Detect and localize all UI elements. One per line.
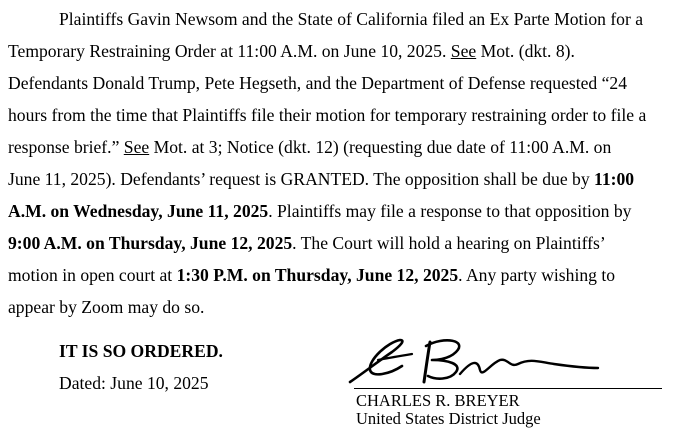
order-paragraph-line-1 — [59, 8, 643, 30]
dated-line: Dated: June 10, 2025 — [59, 373, 209, 393]
see-signal: See — [123, 137, 150, 157]
deadline-opposition-date: A.M. on Wednesday, June 11, 2025 — [8, 201, 269, 221]
order-text-5a: response brief.” — [8, 137, 124, 157]
order-text-6a: June 11, 2025). Defendants’ request is GRANTED. The opposition shall be due by — [8, 169, 595, 189]
order-text-10: appear by Zoom may do so. — [8, 297, 205, 317]
order-text-8b: . The Court will hold a hearing on Plaintiffs’ — [292, 233, 606, 253]
judge-name: CHARLES R. BREYER — [356, 391, 520, 410]
order-text-2a: Temporary Restraining Order at 11:00 A.M. on June 10, 2025. — [8, 41, 451, 61]
hearing-datetime: 1:30 P.M. on Thursday, June 12, 2025 — [176, 265, 459, 285]
judge-title: United States District Judge — [356, 409, 541, 428]
order-text-9a: motion in open court at — [8, 265, 177, 285]
order-paragraph-line-10 — [8, 296, 204, 318]
see-signal: See — [450, 41, 477, 61]
order-paragraph-line-4 — [8, 104, 646, 126]
order-text-2b: Mot. (dkt. 8). — [476, 41, 575, 61]
order-text-5b: Mot. at 3; Notice (dkt. 12) (requesting due date of 11:00 A.M. on — [149, 137, 612, 157]
order-text-7b: . Plaintiffs may file a response to that opposition by — [268, 201, 632, 221]
order-text-4: hours from the time that Plaintiffs file their motion for temporary restraining order to file a — [8, 105, 647, 125]
order-paragraph-line-2 — [8, 40, 575, 62]
signature-line — [354, 388, 662, 389]
order-paragraph-line-8 — [8, 232, 606, 254]
order-text-1: Plaintiffs Gavin Newsom and the State of California filed an Ex Parte Motion for a — [59, 9, 644, 29]
order-paragraph-line-7 — [8, 200, 631, 222]
order-paragraph-line-9 — [8, 264, 615, 286]
handwritten-signature — [340, 330, 600, 390]
order-paragraph-line-3 — [8, 72, 627, 94]
deadline-response: 9:00 A.M. on Thursday, June 12, 2025 — [8, 233, 293, 253]
order-text-3: Defendants Donald Trump, Pete Hegseth, and the Department of Defense requested “24 — [8, 73, 628, 93]
deadline-opposition-time: 11:00 — [594, 169, 635, 189]
so-ordered-heading: IT IS SO ORDERED. — [59, 341, 223, 361]
order-paragraph-line-6 — [8, 168, 634, 190]
order-text-9b: . Any party wishing to — [458, 265, 616, 285]
order-paragraph-line-5 — [8, 136, 611, 158]
